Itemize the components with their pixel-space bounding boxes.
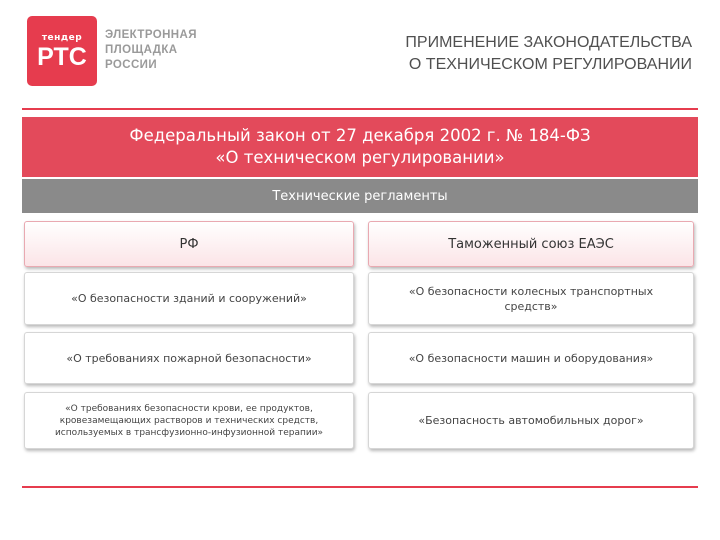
bottom-divider (22, 486, 698, 488)
regulation-eaeu-vehicles (368, 272, 694, 325)
regulation-text: «О безопасности зданий и сооружений» (71, 292, 307, 305)
rts-logo (27, 16, 97, 86)
column-header-label: Таможенный союз ЕАЭС (448, 236, 614, 252)
logo-name-line: РОССИИ (105, 59, 158, 71)
regulation-text: «О требованиях безопасности крови, ее продуктов, (65, 403, 313, 414)
regulation-rf-blood-safety (24, 392, 354, 449)
slide-title-line: ПРИМЕНЕНИЕ ЗАКОНОДАТЕЛЬСТВА (405, 34, 692, 51)
law-banner-line: «О техническом регулировании» (215, 148, 505, 167)
slide-title (405, 32, 692, 76)
regulation-text: средств» (504, 299, 558, 313)
regulation-text: кровезамещающих растворов и технических средств, (59, 415, 319, 426)
logo-mark: РТС (37, 43, 87, 71)
regulation-text: «О требованиях пожарной безопасности» (66, 351, 312, 365)
regulation-rf-fire-safety (24, 332, 354, 384)
column-header-label: РФ (179, 236, 199, 252)
logo-name-line: ПЛОЩАДКА (105, 44, 178, 56)
regulation-rf-buildings (24, 272, 354, 325)
law-banner (22, 117, 698, 177)
law-banner-line: Федеральный закон от 27 декабря 2002 г. № 184-ФЗ (129, 126, 591, 145)
logo-tag: тендер (41, 33, 83, 43)
logo-name-line: ЭЛЕКТРОННАЯ (105, 29, 197, 41)
logo-name (105, 28, 197, 73)
regulation-text: «Безопасность автомобильных дорог» (418, 413, 644, 427)
column-header-rf (24, 221, 354, 267)
regulations-bar (22, 179, 698, 213)
regulation-eaeu-machinery (368, 332, 694, 384)
top-divider (22, 108, 698, 110)
slide-title-line: О ТЕХНИЧЕСКОМ РЕГУЛИРОВАНИИ (408, 56, 692, 73)
column-header-eaeu (368, 221, 694, 267)
regulation-eaeu-roads (368, 392, 694, 449)
regulation-text: используемых в трансфузионно-инфузионной терапии» (54, 427, 324, 438)
regulation-text: «О безопасности колесных транспортных (408, 284, 654, 298)
regulation-text: «О безопасности машин и оборудования» (408, 351, 654, 365)
regulations-title: Технические регламенты (272, 188, 448, 204)
